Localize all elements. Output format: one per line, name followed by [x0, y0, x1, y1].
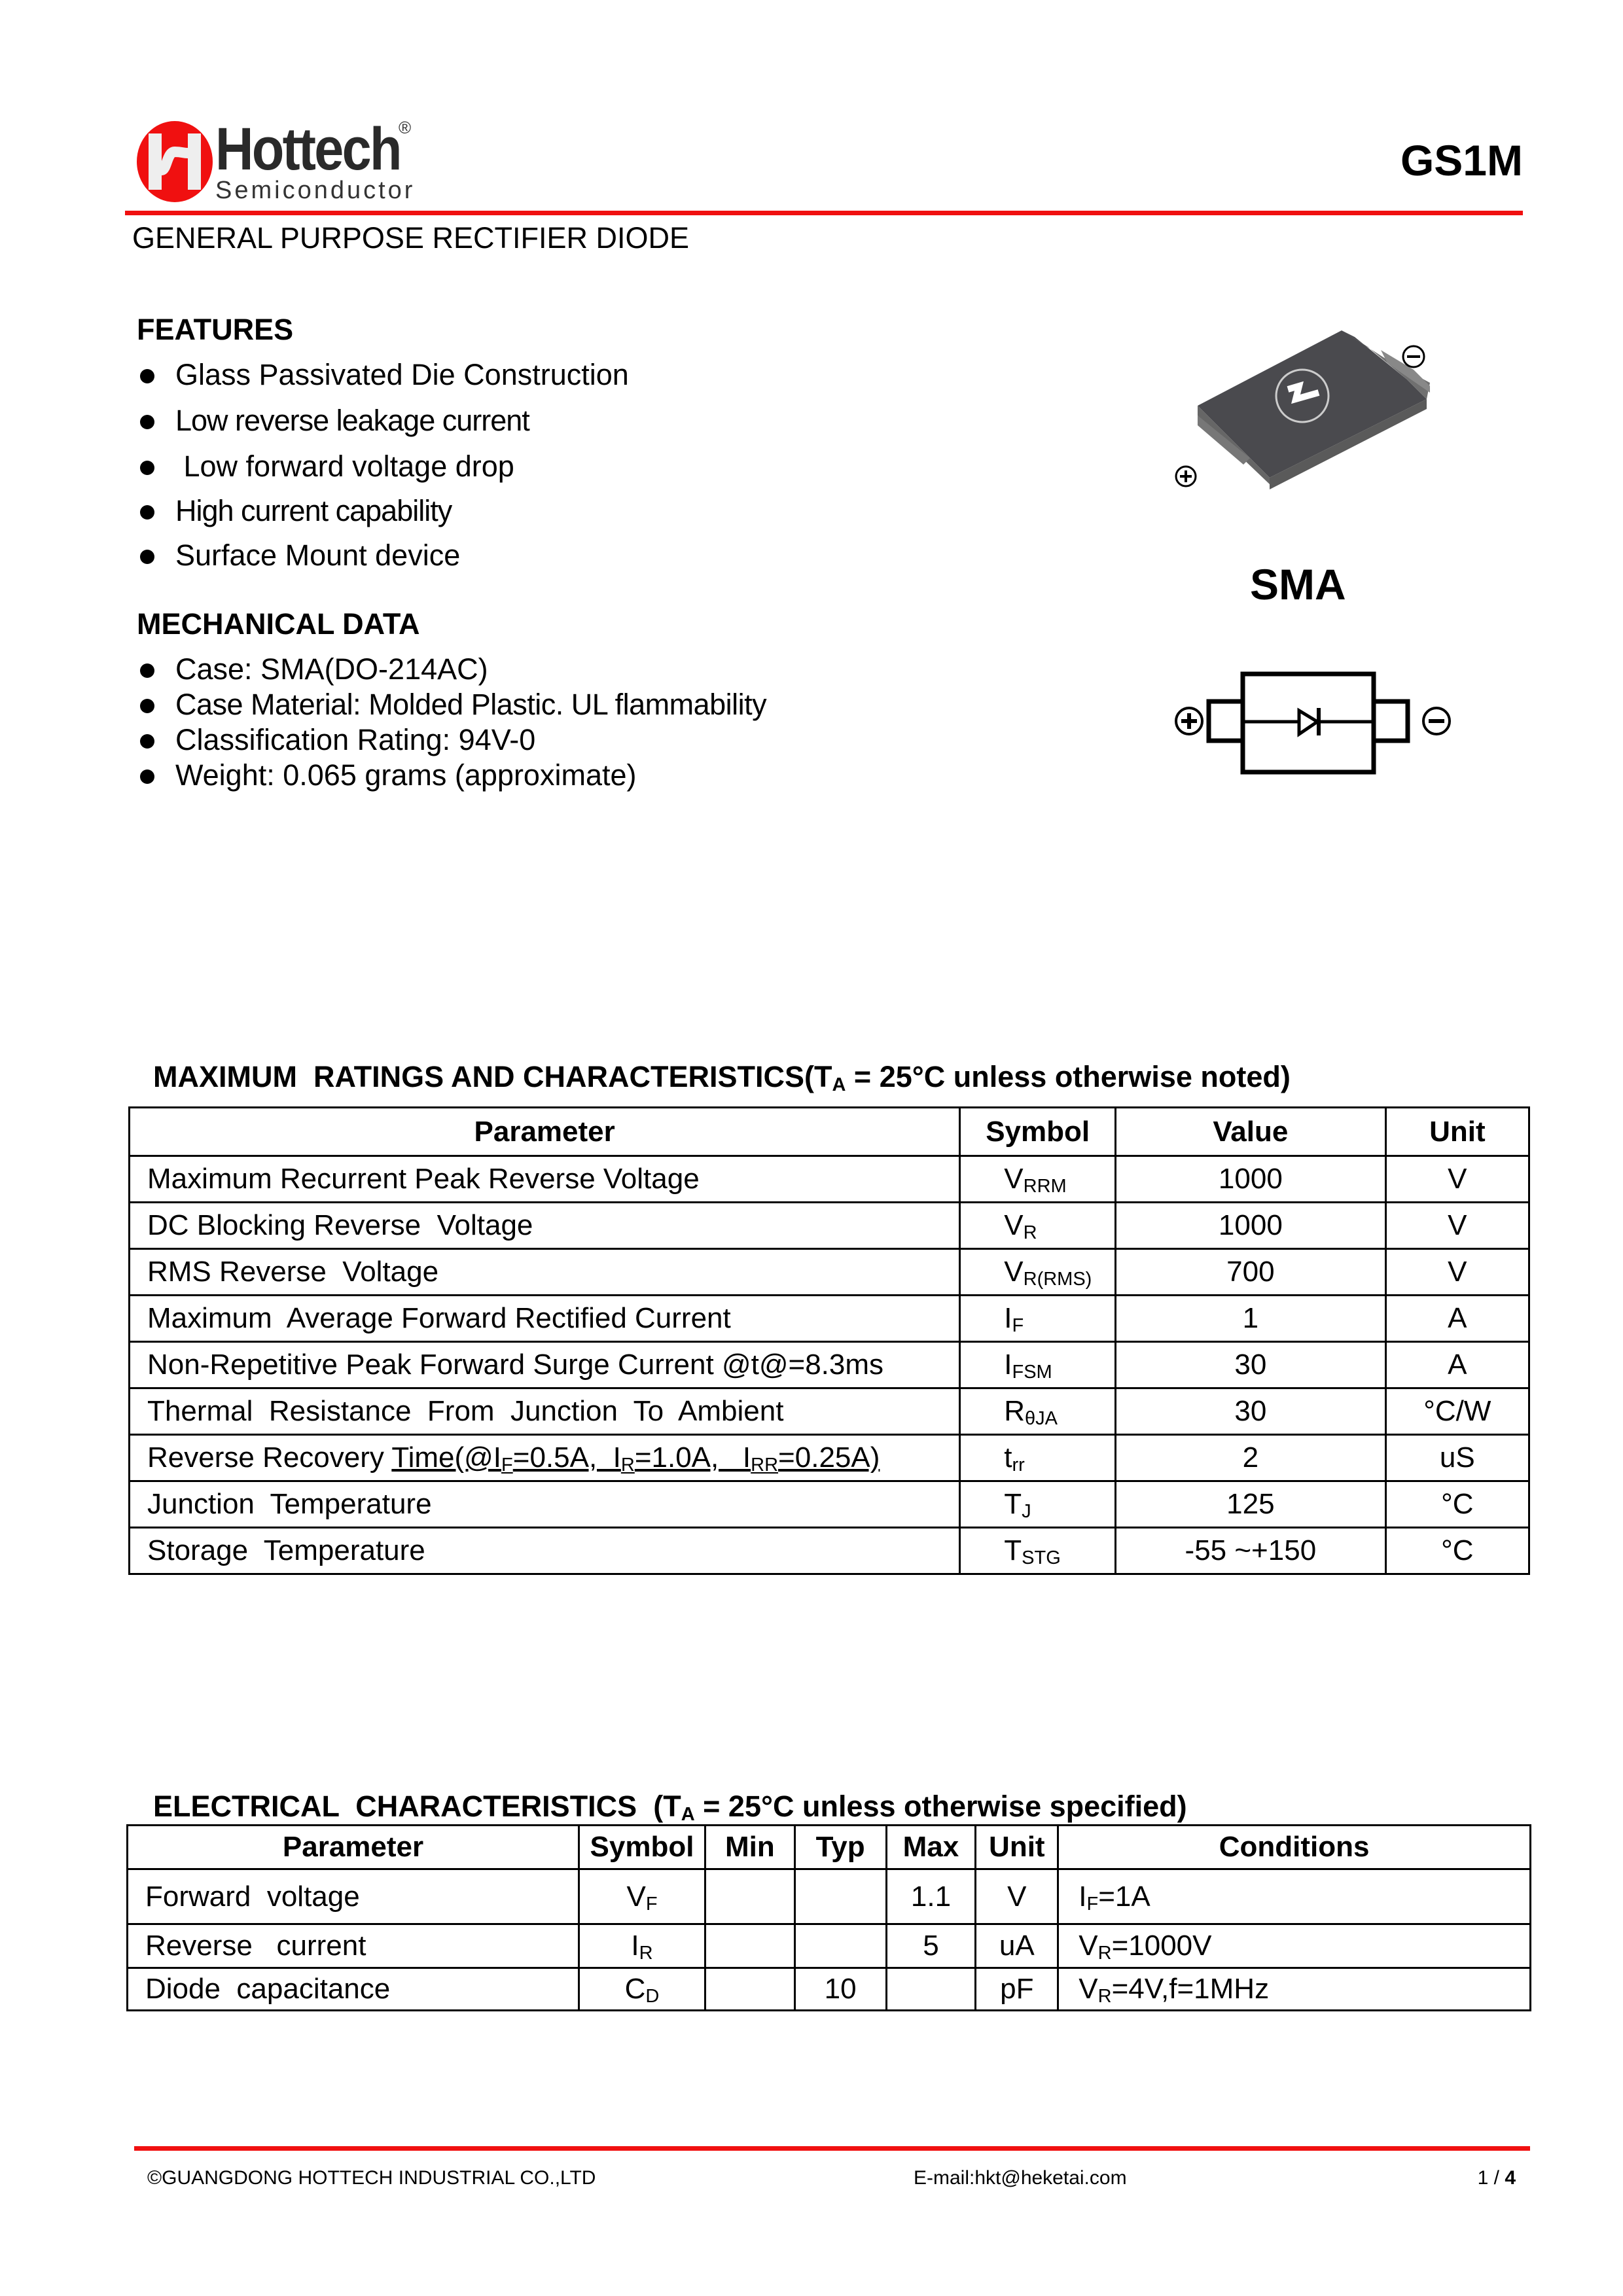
symbol-cell: [960, 1481, 1116, 1528]
features-title: FEATURES: [137, 313, 294, 346]
symbol-cell: [960, 1342, 1116, 1388]
bullet-icon: [140, 505, 154, 520]
mechanical-item: Classification Rating: 94V-0: [175, 723, 536, 756]
bullet-icon: [140, 415, 154, 429]
footer-email: E-mail:hkt@heketai.com: [914, 2167, 1127, 2189]
symbol-main: R: [1004, 1395, 1026, 1427]
parameter-cell: [130, 1528, 960, 1574]
table-row: [130, 1481, 1529, 1528]
value-cell: -55 ~+150: [1116, 1528, 1386, 1574]
mechanical-item: Weight: 0.065 grams (approximate): [175, 758, 637, 792]
subscript: RR: [751, 1455, 779, 1475]
table-row: [128, 1924, 1531, 1968]
max-ratings-title-text-end: = 25°C unless otherwise noted): [846, 1060, 1291, 1093]
header-unit: Unit: [1385, 1108, 1529, 1156]
symbol-cell: [960, 1156, 1116, 1203]
symbol-sub: STG: [1022, 1547, 1061, 1568]
parameter-cell: [130, 1296, 960, 1342]
header-divider: [125, 211, 1523, 215]
symbol-main: I: [1004, 1302, 1012, 1334]
typ-cell: 10: [794, 1968, 886, 2011]
min-cell: [705, 1924, 794, 1968]
symbol-sub: R: [639, 1943, 653, 1964]
text-part: DC Blocking Reverse Voltage: [147, 1209, 533, 1241]
conditions-cell: [1058, 1924, 1531, 1968]
parameter-cell: [130, 1435, 960, 1481]
parameter-cell: [130, 1481, 960, 1528]
unit-cell: °C: [1385, 1481, 1529, 1528]
parameter-cell: [130, 1388, 960, 1435]
mechanical-title: MECHANICAL DATA: [137, 607, 420, 641]
text-part: Reverse Recovery: [147, 1441, 392, 1474]
unit-cell: V: [976, 1869, 1058, 1924]
cathode-minus-icon: [1423, 708, 1450, 734]
header-min: Min: [705, 1826, 794, 1869]
diode-symbol-diagram: [1162, 661, 1476, 779]
header-conditions: Conditions: [1058, 1826, 1531, 1869]
symbol-main: T: [1004, 1488, 1022, 1520]
bullet-icon: [140, 369, 154, 383]
subscript: R: [620, 1455, 635, 1475]
conditions-cell: [1058, 1869, 1531, 1924]
parameter-cell: [130, 1156, 960, 1203]
feature-item: High current capability: [175, 494, 452, 527]
table-row: [130, 1388, 1529, 1435]
symbol-cell: [960, 1249, 1116, 1296]
company-logo: [134, 118, 422, 206]
symbol-main: V: [1004, 1163, 1024, 1195]
unit-cell: °C/W: [1385, 1388, 1529, 1435]
value-cell: 700: [1116, 1249, 1386, 1296]
max-cell: [886, 1968, 976, 2011]
unit-cell: pF: [976, 1968, 1058, 2011]
logo-name: Hottech: [215, 116, 401, 183]
text-part: =1A: [1098, 1880, 1150, 1913]
footer-company: ©GUANGDONG HOTTECH INDUSTRIAL CO.,LTD: [147, 2167, 596, 2189]
max-ratings-title-text: MAXIMUM RATINGS AND CHARACTERISTICS(T: [153, 1060, 832, 1093]
typ-cell: [794, 1924, 886, 1968]
subscript: F: [1086, 1893, 1099, 1915]
feature-item: Glass Passivated Die Construction: [175, 358, 629, 391]
unit-cell: A: [1385, 1342, 1529, 1388]
value-cell: 125: [1116, 1481, 1386, 1528]
header-symbol: Symbol: [579, 1826, 705, 1869]
parameter-cell: [130, 1342, 960, 1388]
anode-plus-icon: [1176, 708, 1202, 734]
parameter-cell: Forward voltage: [128, 1869, 579, 1924]
symbol-cell: [960, 1203, 1116, 1249]
text-part: Maximum Average Forward Rectified Current: [147, 1302, 731, 1334]
symbol-main: I: [631, 1930, 639, 1962]
unit-cell: V: [1385, 1156, 1529, 1203]
feature-item: Surface Mount device: [175, 539, 461, 572]
symbol-main: C: [624, 1973, 646, 2005]
symbol-sub: R(RMS): [1023, 1269, 1092, 1290]
symbol-main: V: [1004, 1209, 1024, 1241]
parameter-cell: [130, 1203, 960, 1249]
conditions-cell: [1058, 1968, 1531, 2011]
symbol-sub: FSM: [1012, 1362, 1052, 1383]
table-row: [130, 1296, 1529, 1342]
symbol-main: V: [626, 1880, 646, 1913]
header-unit: Unit: [976, 1826, 1058, 1869]
unit-cell: V: [1385, 1249, 1529, 1296]
unit-cell: uS: [1385, 1435, 1529, 1481]
anode-plus-icon: [1176, 467, 1196, 486]
sma-package-image: [1171, 321, 1446, 510]
text-part: Thermal Resistance From Junction To Ambient: [147, 1395, 784, 1427]
symbol-sub: θJA: [1025, 1408, 1058, 1429]
value-cell: 2: [1116, 1435, 1386, 1481]
logo-subtitle: Semiconductor: [215, 177, 416, 204]
unit-cell: uA: [976, 1924, 1058, 1968]
text-part: V: [1079, 1973, 1098, 2005]
text-part: Storage Temperature: [147, 1534, 425, 1566]
max-cell: 1.1: [886, 1869, 976, 1924]
symbol-main: t: [1004, 1441, 1012, 1474]
symbol-cell: [960, 1528, 1116, 1574]
symbol-sub: R: [1023, 1222, 1037, 1243]
electrical-title-text: ELECTRICAL CHARACTERISTICS (T: [153, 1790, 681, 1823]
unit-cell: °C: [1385, 1528, 1529, 1574]
header-max: Max: [886, 1826, 976, 1869]
subscript: F: [501, 1455, 513, 1475]
footer-divider: [134, 2146, 1530, 2151]
table-row: [130, 1203, 1529, 1249]
footer-page: [1478, 2167, 1516, 2189]
min-cell: [705, 1869, 794, 1924]
symbol-main: V: [1004, 1256, 1024, 1288]
electrical-title-text-end: = 25°C unless otherwise specified): [694, 1790, 1187, 1823]
text-part: V: [1079, 1930, 1098, 1962]
table-header-row: [128, 1826, 1531, 1869]
value-cell: 30: [1116, 1342, 1386, 1388]
symbol-main: T: [1004, 1534, 1022, 1566]
mechanical-item: Case: SMA(DO-214AC): [175, 652, 488, 686]
symbol-sub: D: [645, 1986, 660, 2007]
text-part: =0.25A): [778, 1441, 880, 1474]
text-part: Junction Temperature: [147, 1488, 432, 1520]
unit-cell: V: [1385, 1203, 1529, 1249]
table-row: [130, 1435, 1529, 1481]
text-part: =0.5A, I: [512, 1441, 621, 1474]
header-symbol: Symbol: [960, 1108, 1116, 1156]
page-current: 1 /: [1477, 2167, 1505, 2189]
text-part: =1000V: [1111, 1930, 1212, 1962]
max-ratings-title: [137, 1026, 1291, 1094]
text-part: Non-Repetitive Peak Forward Surge Current @t@=8.3ms: [147, 1349, 884, 1381]
table-row: [128, 1869, 1531, 1924]
package-name: SMA: [1250, 560, 1346, 609]
symbol-cell: [960, 1296, 1116, 1342]
symbol-cell: [960, 1388, 1116, 1435]
logo-registered: ®: [399, 118, 412, 137]
symbol-cell: [579, 1968, 705, 2011]
bullet-icon: [140, 461, 154, 475]
text-part: RMS Reverse Voltage: [147, 1256, 439, 1288]
cathode-minus-icon: [1403, 346, 1424, 367]
mechanical-item: Case Material: Molded Plastic. UL flammability: [175, 688, 767, 721]
value-cell: 30: [1116, 1388, 1386, 1435]
symbol-sub: J: [1022, 1501, 1031, 1522]
bullet-icon: [140, 734, 154, 749]
table-header-row: [130, 1108, 1529, 1156]
electrical-title-sub: A: [681, 1804, 695, 1825]
table-row: [130, 1528, 1529, 1574]
parameter-cell: Diode capacitance: [128, 1968, 579, 2011]
min-cell: [705, 1968, 794, 2011]
unit-cell: A: [1385, 1296, 1529, 1342]
feature-item: Low reverse leakage current: [175, 404, 529, 437]
symbol-sub: F: [645, 1893, 658, 1915]
subscript: R: [1097, 1986, 1112, 2007]
bullet-icon: [140, 769, 154, 784]
table-row: [130, 1249, 1529, 1296]
max-ratings-title-sub: A: [832, 1074, 846, 1095]
header-value: Value: [1116, 1108, 1386, 1156]
value-cell: 1: [1116, 1296, 1386, 1342]
symbol-sub: F: [1012, 1315, 1024, 1336]
table-row: [128, 1968, 1531, 2011]
symbol-cell: [579, 1924, 705, 1968]
symbol-cell: [579, 1869, 705, 1924]
bullet-icon: [140, 663, 154, 678]
symbol-cell: [960, 1435, 1116, 1481]
electrical-table: [126, 1824, 1531, 2011]
parameter-cell: Reverse current: [128, 1924, 579, 1968]
electrical-title: [137, 1756, 1187, 1824]
value-cell: 1000: [1116, 1156, 1386, 1203]
text-part: Maximum Recurrent Peak Reverse Voltage: [147, 1163, 700, 1195]
table-row: [130, 1342, 1529, 1388]
header-parameter: Parameter: [130, 1108, 960, 1156]
subscript: R: [1097, 1943, 1112, 1964]
text-part: =1.0A, I: [634, 1441, 751, 1474]
part-number: GS1M: [1400, 136, 1523, 185]
page-total: 4: [1505, 2167, 1516, 2189]
parameter-cell: [130, 1249, 960, 1296]
max-cell: 5: [886, 1924, 976, 1968]
bullet-icon: [140, 699, 154, 713]
symbol-sub: RRM: [1023, 1176, 1067, 1197]
symbol-main: I: [1004, 1349, 1012, 1381]
table-row: [130, 1156, 1529, 1203]
text-part: I: [1079, 1880, 1087, 1913]
symbol-sub: rr: [1012, 1455, 1025, 1475]
product-subtitle: GENERAL PURPOSE RECTIFIER DIODE: [132, 221, 689, 255]
text-part: Time(@I: [391, 1441, 502, 1474]
header-parameter: Parameter: [128, 1826, 579, 1869]
feature-item: Low forward voltage drop: [175, 450, 514, 483]
text-part: =4V,f=1MHz: [1111, 1973, 1270, 2005]
header-typ: Typ: [794, 1826, 886, 1869]
logo-mark-icon: [134, 119, 215, 204]
max-ratings-table: [128, 1106, 1530, 1575]
bullet-icon: [140, 550, 154, 564]
value-cell: 1000: [1116, 1203, 1386, 1249]
typ-cell: [794, 1869, 886, 1924]
